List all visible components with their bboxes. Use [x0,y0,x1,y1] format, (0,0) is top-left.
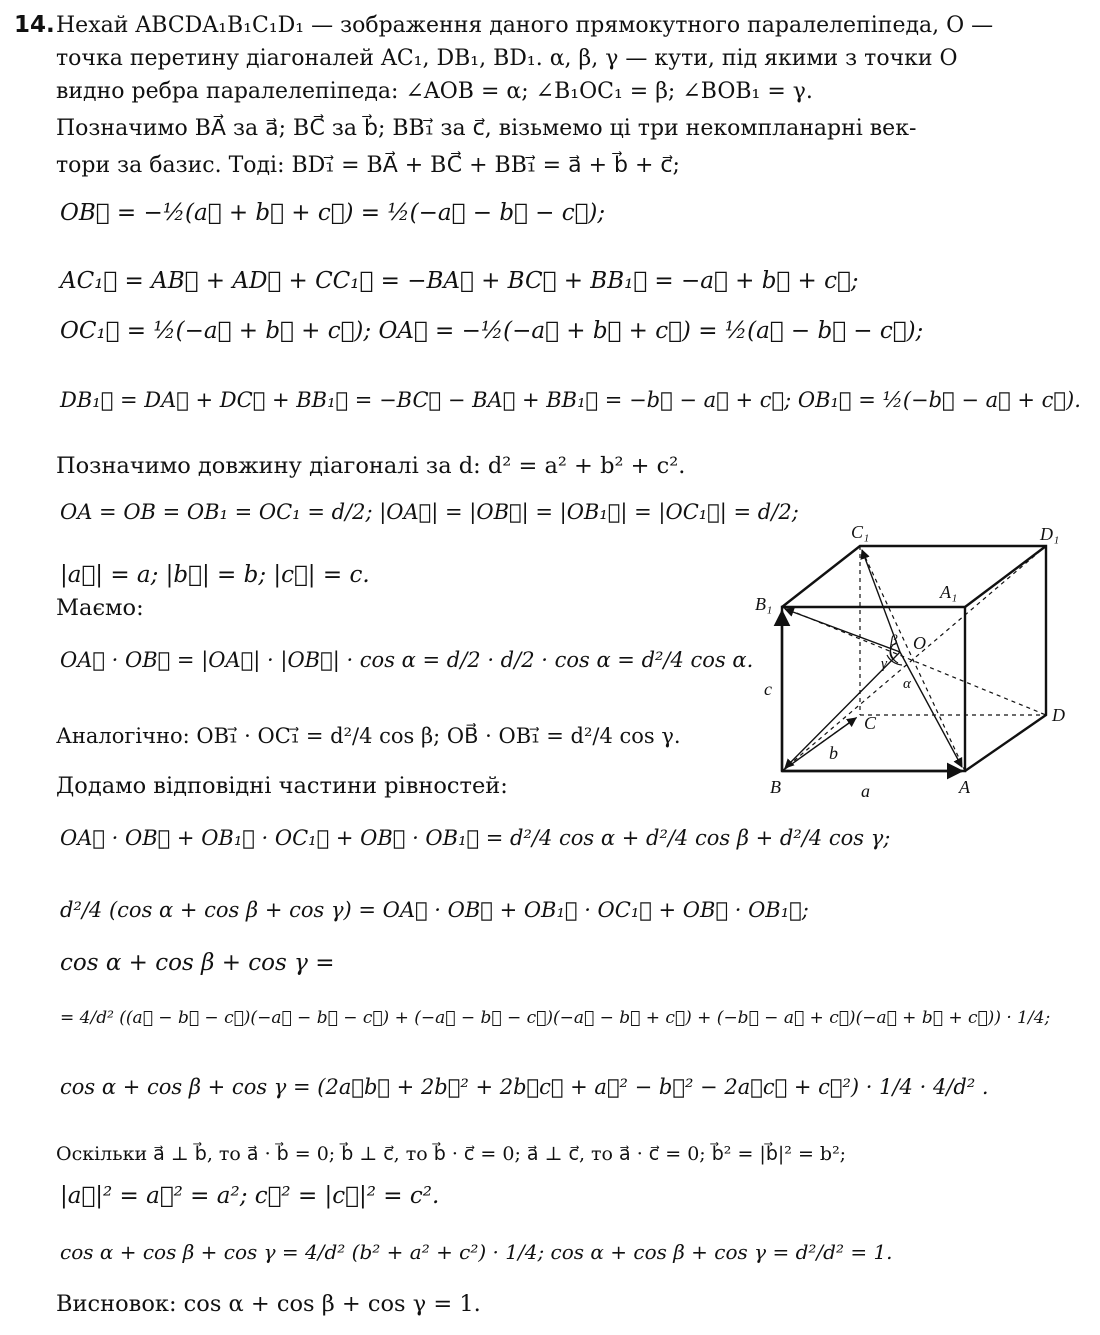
label-c: C [864,713,877,733]
conclusion: Висновок: cos α + cos β + cos γ = 1. [56,1291,481,1317]
label-a1: A₁ [940,582,958,602]
intro-line-3: видно ребра паралелепіпеда: ∠AOB = α; ∠B₁OC₁ = β; ∠BOB₁ = γ. [56,79,813,104]
label-gamma: γ [881,656,887,672]
label-vector-b: b⃗ [829,743,853,763]
perp-line-2: |a⃗|² = a⃗² = a²; c⃗² = |c⃗|² = c². [60,1183,440,1209]
edge-a1-d1 [965,546,1046,607]
label-o: O [913,633,926,653]
label-a: A [959,777,970,797]
intro-line-4: Позначимо BA⃗ за a⃗; BC⃗ за b⃗; BB₁⃗ за c⃗, візьмемо ці три некомпланарні век- [56,116,917,141]
intro-line-2: точка перетину діагоналей AC₁, DB₁, BD₁. α, β, γ — кути, під якими з точки O [56,46,958,71]
label-b1: B₁ [755,594,773,614]
intro-line-1: Нехай ABCDA₁B₁C₁D₁ — зображення даного прямокутного паралелепіпеда, O — [56,13,994,38]
solid-edges [782,546,1046,771]
label-vector-a: a⃗ [861,781,885,801]
label-alpha: α [903,676,911,692]
lengths-line-1: OA = OB = OB₁ = OC₁ = d/2; |OA⃗| = |OB⃗| = |OB₁⃗| = |OC₁⃗| = d/2; [60,500,799,524]
label-vector-c: c⃗ [764,679,786,699]
diag-b-d1 [782,546,1046,771]
front-face [782,607,965,771]
perp-line-3: cos α + cos β + cos γ = 4/d² (b² + a² + c²) · 1/4; cos α + cos β + cos γ = d²/d² = 1. [60,1240,893,1264]
dot-product-oa-ob: OA⃗ · OB⃗ = |OA⃗| · |OB⃗| · cos α = d/2 · d/2 · cos α = d²/4 cos α. [60,648,754,672]
hidden-edges [782,546,1046,771]
label-beta: β [890,633,898,649]
back-solid-edges [782,546,1046,771]
label-c1: C₁ [851,522,870,542]
label-d1: D₁ [1040,524,1060,544]
lengths-line-2: |a⃗| = a; |b⃗| = b; |c⃗| = c. [60,562,370,588]
vector-oa [900,652,962,767]
label-d: D [1052,705,1065,725]
dodamo-label: Додамо відповідні частини рівностей: [56,773,508,799]
sum-line-1: OA⃗ · OB⃗ + OB₁⃗ · OC₁⃗ + OB⃗ · OB₁⃗ = d²/4 cos α + d²/4 cos β + d²/4 cos γ; [60,826,891,850]
sum-line-4: = 4/d² ((a⃗ − b⃗ − c⃗)(−a⃗ − b⃗ − c⃗) + (−a⃗ − b⃗ − c⃗)(−a⃗ − b⃗ + c⃗) + (−b⃗ − a⃗ + c⃗)(−a⃗ + b⃗ + c⃗)) · 1/4; [60,1008,1051,1028]
basis-vectors [782,550,962,771]
intro-line-5: тори за базис. Тоді: BD₁⃗ = BA⃗ + BC⃗ + BB₁⃗ = a⃗ + b⃗ + c⃗; [56,153,680,178]
equation-db1-ob1: DB₁⃗ = DA⃗ + DC⃗ + BB₁⃗ = −BC⃗ − BA⃗ + BB₁⃗ = −b⃗ − a⃗ + c⃗; OB₁⃗ = ½(−b⃗ − a⃗ + c⃗). [60,388,1081,412]
parallelepiped-figure [750,515,1080,805]
diagonal-definition: Позначимо довжину діагоналі за d: d² = a² + b² + c². [56,453,686,479]
analog-line: Аналогічно: OB₁⃗ · OC₁⃗ = d²/4 cos β; OB⃗ · OB₁⃗ = d²/4 cos γ. [56,724,681,748]
problem-number: 14. [14,12,55,38]
equation-ob: OB⃗ = −½(a⃗ + b⃗ + c⃗) = ½(−a⃗ − b⃗ − c⃗); [60,200,606,226]
sum-line-5: cos α + cos β + cos γ = (2a⃗b⃗ + 2b⃗² + 2b⃗c⃗ + a⃗² − b⃗² − 2a⃗c⃗ + c⃗²) · 1/4 · 4/d² . [60,1075,989,1099]
perp-line-1: Оскільки a⃗ ⊥ b⃗, то a⃗ · b⃗ = 0; b⃗ ⊥ c⃗, то b⃗ · c⃗ = 0; a⃗ ⊥ c⃗, то a⃗ · c⃗ = 0; b⃗² = |b⃗|² = b²; [56,1143,847,1165]
equation-ac1: AC₁⃗ = AB⃗ + AD⃗ + CC₁⃗ = −BA⃗ + BC⃗ + BB₁⃗ = −a⃗ + b⃗ + c⃗; [60,268,859,294]
label-b: B [770,777,781,797]
maiemo-label: Маємо: [56,595,144,621]
vector-ob1 [785,609,900,652]
diag-a-c1 [860,546,965,771]
sum-line-3: cos α + cos β + cos γ = [60,950,335,976]
equation-oc1-oa: OC₁⃗ = ½(−a⃗ + b⃗ + c⃗); OA⃗ = −½(−a⃗ + b⃗ + c⃗) = ½(a⃗ − b⃗ − c⃗); [60,318,924,344]
sum-line-2: d²/4 (cos α + cos β + cos γ) = OA⃗ · OB⃗ + OB₁⃗ · OC₁⃗ + OB⃗ · OB₁⃗; [60,898,809,922]
